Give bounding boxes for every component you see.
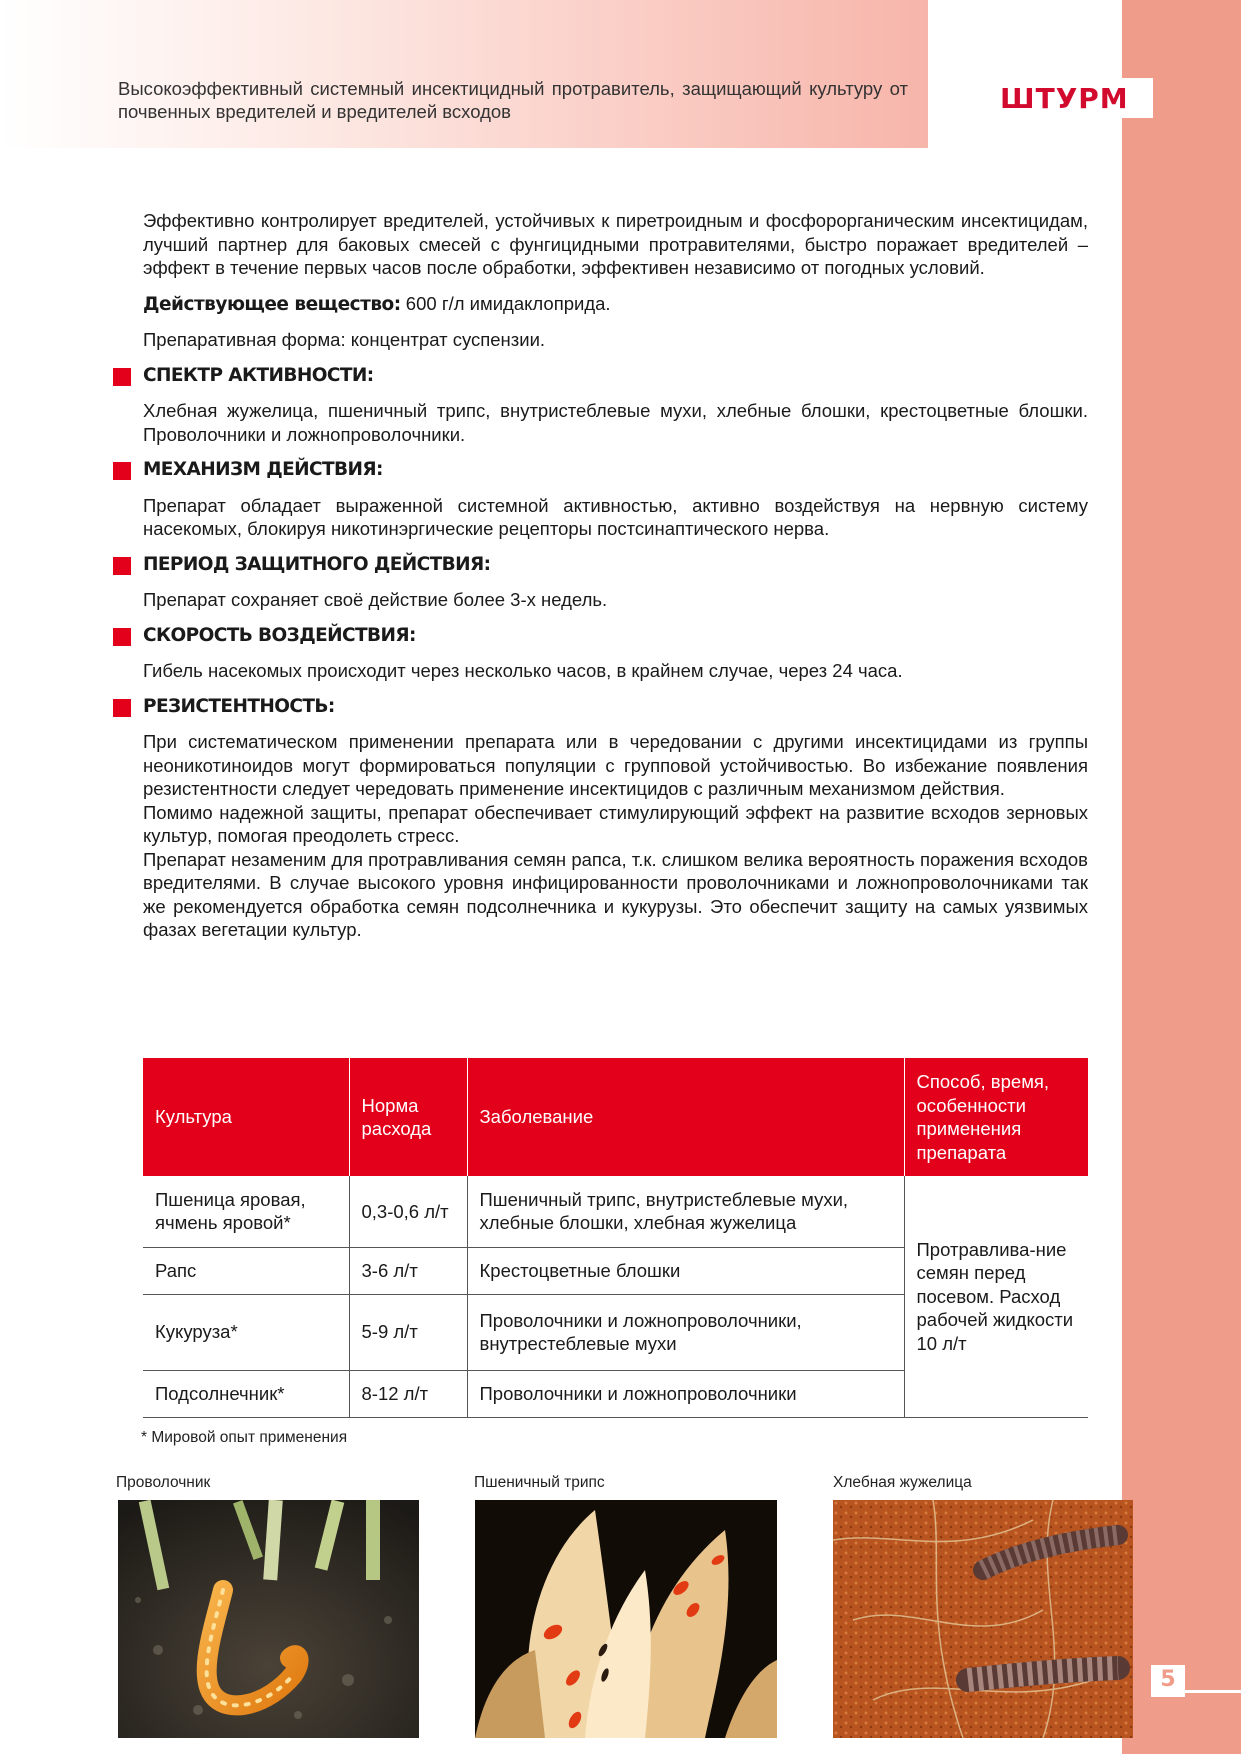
- header-rate: Норма расхода: [349, 1058, 467, 1176]
- formulation: Препаративная форма: концентрат суспензии.: [143, 329, 546, 350]
- bullet-square-icon: [113, 557, 131, 575]
- cell-method: Протравлива-ние семян перед посевом. Расход рабочей жидкости 10 л/т: [904, 1176, 1088, 1417]
- cell-rate: 0,3-0,6 л/т: [349, 1176, 467, 1247]
- cell-crop: Пшеница яровая, ячмень яровой*: [143, 1176, 349, 1247]
- section-text-mechanism: Препарат обладает выраженной системной активностью, активно воздействуя на нервную систему насекомых, блокируя никотинэргические рецепторы постсинаптического нерва.: [143, 494, 1088, 539]
- header-band: [0, 0, 928, 148]
- photo-caption-wireworm: Проволочник: [116, 1474, 211, 1491]
- section-text-speed: Гибель насекомых происходит через несколько часов, в крайнем случае, через 24 часа.: [143, 660, 903, 681]
- wireworm-photo: [118, 1500, 419, 1738]
- table-row: [143, 1176, 1088, 1247]
- side-color-band: [1122, 0, 1241, 1754]
- active-substance-value: 600 г/л имидаклоприда.: [400, 292, 611, 314]
- section-text-resistance-1: При систематическом применении препарата или в чередовании с другими инсектицидами из группы неоникотиноидов могут формироваться популяции с групповой устойчивостью. Во избежание появления резистентности следует чередовать применение инсектицидов с различным механизмом действия.: [143, 731, 1088, 799]
- cell-disease: Проволочники и ложнопроволочники, внутрестеблевые мухи: [467, 1294, 904, 1370]
- intro-paragraph: Эффективно контролирует вредителей, устойчивых к пиретроидным и фосфорорганическим инсектицидам, лучший партнер для баковых смесей с фунгицидными протравителями, быстро поражает вредителей – эффект в течение первых часов после обработки, эффективен независимо от погодных условий.: [143, 210, 1088, 278]
- active-substance-label: Действующее вещество:: [143, 293, 401, 315]
- header-disease: Заболевание: [467, 1058, 904, 1176]
- cell-rate: 5-9 л/т: [349, 1294, 467, 1370]
- page-number-rule: [1185, 1690, 1241, 1693]
- ground-beetle-larva-photo: [833, 1500, 1133, 1738]
- cell-rate: 8-12 л/т: [349, 1370, 467, 1417]
- section-text-protection-period: Препарат сохраняет своё действие более 3-х недель.: [143, 589, 608, 610]
- header-crop: Культура: [143, 1058, 349, 1176]
- section-heading-protection-period: ПЕРИОД ЗАЩИТНОГО ДЕЙСТВИЯ:: [143, 553, 1088, 577]
- section-text-resistance-2: Помимо надежной защиты, препарат обеспечивает стимулирующий эффект на развитие всходов зерновых культур, помогая преодолеть стресс.: [143, 801, 1088, 846]
- table-footnote: * Мировой опыт применения: [141, 1429, 348, 1446]
- cell-crop: Подсолнечник*: [143, 1370, 349, 1417]
- cell-disease: Проволочники и ложнопроволочники: [467, 1370, 904, 1417]
- bullet-square-icon: [113, 628, 131, 646]
- section-heading-spectrum: СПЕКТР АКТИВНОСТИ:: [143, 364, 1088, 388]
- cell-disease: Крестоцветные блошки: [467, 1247, 904, 1294]
- photo-caption-beetle: Хлебная жужелица: [833, 1474, 972, 1491]
- bullet-square-icon: [113, 699, 131, 717]
- cell-crop: Рапс: [143, 1247, 349, 1294]
- cell-disease: Пшеничный трипс, внутристеблевые мухи, хлебные блошки, хлебная жужелица: [467, 1176, 904, 1247]
- brand-title: ШТУРМ: [1000, 82, 1129, 115]
- header-method: Способ, время, особенности применения препарата: [904, 1058, 1088, 1176]
- cell-crop: Кукуруза*: [143, 1294, 349, 1370]
- active-substance: [143, 292, 1088, 317]
- section-heading-speed: СКОРОСТЬ ВОЗДЕЙСТВИЯ:: [143, 624, 1088, 648]
- main-content: [143, 209, 1088, 942]
- wheat-thrips-photo: [475, 1500, 777, 1738]
- bullet-square-icon: [113, 462, 131, 480]
- photo-caption-thrips: Пшеничный трипс: [474, 1474, 605, 1491]
- section-text-spectrum: Хлебная жужелица, пшеничный трипс, внутристеблевые мухи, хлебные блошки, крестоцветные блошки. Проволочники и ложнопроволочники.: [143, 400, 1088, 445]
- section-text-resistance-3: Препарат незаменим для протравливания семян рапса, т.к. слишком велика вероятность поражения всходов вредителями. В случае высокого уровня инфицированности проволочниками и ложнопроволочниками так же рекомендуется обработка семян подсолнечника и кукурузы. Это обеспечит защиту на самых уязвимых фазах вегетации культур.: [143, 848, 1088, 940]
- cell-rate: 3-6 л/т: [349, 1247, 467, 1294]
- header-tagline: Высокоэффективный системный инсектицидный протравитель, защищающий культуру от почвенных вредителей и вредителей всходов: [118, 78, 908, 122]
- table-header-row: [143, 1058, 1088, 1176]
- bullet-square-icon: [113, 368, 131, 386]
- section-heading-mechanism: МЕХАНИЗМ ДЕЙСТВИЯ:: [143, 458, 1088, 482]
- application-table: [143, 1058, 1088, 1418]
- page-number: 5: [1160, 1667, 1176, 1692]
- section-heading-resistance: РЕЗИСТЕНТНОСТЬ:: [143, 695, 1088, 719]
